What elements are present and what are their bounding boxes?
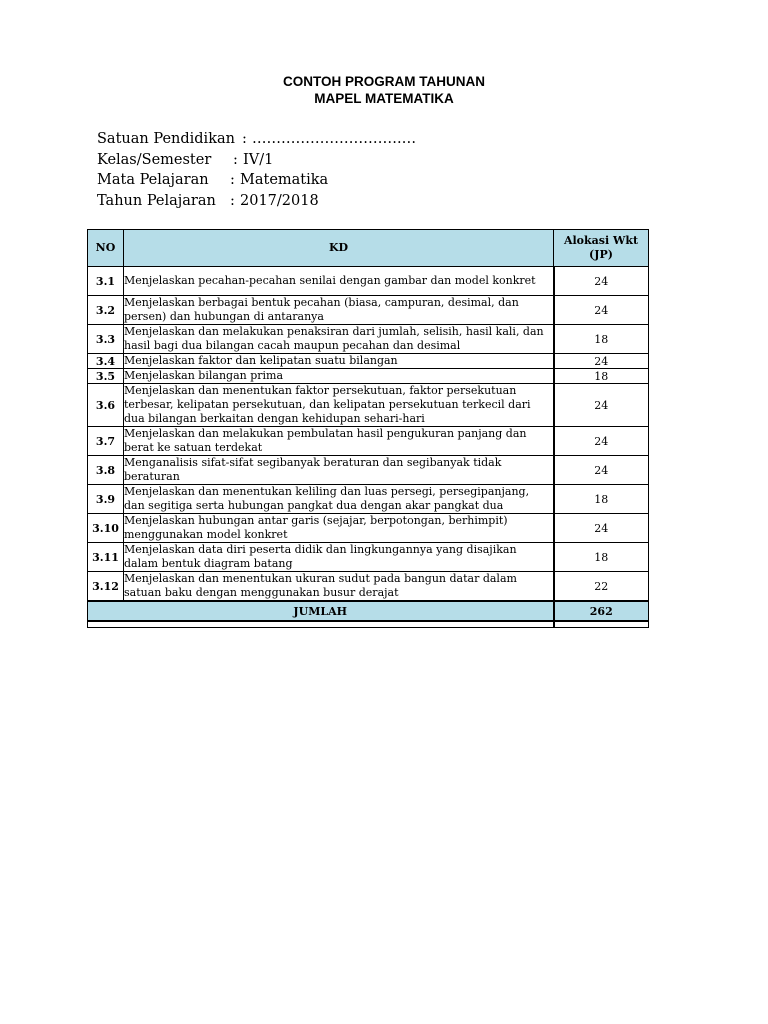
- table-row: [88, 267, 649, 296]
- row-jp: 24: [554, 296, 649, 325]
- row-no: 3.8: [88, 456, 124, 485]
- row-jp: 18: [554, 369, 649, 384]
- total-row: [88, 601, 649, 621]
- info-label: Tahun Pelajaran: [97, 192, 216, 209]
- row-no: 3.7: [88, 427, 124, 456]
- row-jp: 24: [554, 456, 649, 485]
- header-alokasi: [554, 230, 649, 267]
- table-row: [88, 572, 649, 602]
- info-colon: :: [230, 172, 235, 188]
- table-row: [88, 296, 649, 325]
- table-row: [88, 354, 649, 369]
- row-no: 3.11: [88, 543, 124, 572]
- info-value: IV/1: [243, 151, 274, 168]
- table-row: [88, 456, 649, 485]
- row-no: 3.1: [88, 267, 124, 296]
- info-label: Satuan Pendidikan: [97, 131, 235, 147]
- row-jp: 18: [554, 485, 649, 514]
- table-row: [88, 427, 649, 456]
- info-colon: :: [242, 131, 247, 147]
- row-jp: 18: [554, 325, 649, 354]
- table-row: [88, 384, 649, 427]
- program-tahunan-table: [87, 229, 649, 628]
- row-jp: 24: [554, 267, 649, 296]
- table-row: [88, 485, 649, 514]
- row-kd: Menjelaskan hubungan antar garis (sejajar, berpotongan, berhimpit) menggunakan model konkret: [124, 514, 554, 543]
- row-kd: Menjelaskan pecahan-pecahan senilai dengan gambar dan model konkret: [124, 267, 554, 296]
- total-label: JUMLAH: [88, 601, 554, 621]
- row-no: 3.10: [88, 514, 124, 543]
- row-no: 3.12: [88, 572, 124, 602]
- spacer-cell: [88, 621, 554, 628]
- row-jp: 18: [554, 543, 649, 572]
- row-no: 3.3: [88, 325, 124, 354]
- row-jp: 24: [554, 384, 649, 427]
- total-value: 262: [554, 601, 649, 621]
- info-label: Mata Pelajaran: [97, 172, 209, 188]
- row-jp: 24: [554, 514, 649, 543]
- header-alokasi-line2: (JP): [589, 248, 613, 261]
- row-no: 3.9: [88, 485, 124, 514]
- table-header-row: [88, 230, 649, 267]
- table-row: [88, 369, 649, 384]
- row-kd: Menjelaskan data diri peserta didik dan lingkungannya yang disajikan dalam bentuk diagram batang: [124, 543, 554, 572]
- row-kd: Menjelaskan dan menentukan ukuran sudut pada bangun datar dalam satuan baku dengan menggunakan busur derajat: [124, 572, 554, 602]
- spacer-cell: [554, 621, 649, 628]
- header-kd: KD: [124, 230, 554, 267]
- table-row: [88, 325, 649, 354]
- table-row: [88, 543, 649, 572]
- info-colon: :: [233, 151, 238, 168]
- row-no: 3.6: [88, 384, 124, 427]
- header-no: NO: [88, 230, 124, 267]
- info-label: Kelas/Semester: [97, 151, 212, 168]
- info-value: ………………………….…: [252, 131, 417, 147]
- row-kd: Menjelaskan dan menentukan faktor persekutuan, faktor persekutuan terbesar, kelipatan persekutuan, dan kelipatan persekutuan terkecil dari dua bilangan berkaitan dengan kehidupan sehari-hari: [124, 384, 554, 427]
- document-title-line1: CONTOH PROGRAM TAHUNAN: [283, 74, 485, 89]
- row-kd: Menjelaskan bilangan prima: [124, 369, 554, 384]
- row-kd: Menjelaskan dan melakukan pembulatan hasil pengukuran panjang dan berat ke satuan terdekat: [124, 427, 554, 456]
- info-colon: :: [230, 192, 235, 209]
- header-alokasi-line1: Alokasi Wkt: [563, 234, 639, 247]
- row-no: 3.5: [88, 369, 124, 384]
- row-jp: 24: [554, 427, 649, 456]
- row-kd: Menganalisis sifat-sifat segibanyak beraturan dan segibanyak tidak beraturan: [124, 456, 554, 485]
- info-value: 2017/2018: [240, 192, 319, 209]
- row-kd: Menjelaskan dan menentukan keliling dan luas persegi, persegipanjang, dan segitiga serta hubungan pangkat dua dengan akar pangkat dua: [124, 485, 554, 514]
- row-no: 3.2: [88, 296, 124, 325]
- row-kd: Menjelaskan faktor dan kelipatan suatu bilangan: [124, 354, 554, 369]
- row-kd: Menjelaskan berbagai bentuk pecahan (biasa, campuran, desimal, dan persen) dan hubungan di antaranya: [124, 296, 554, 325]
- info-value: Matematika: [240, 172, 329, 188]
- table-footer-spacer: [88, 621, 649, 628]
- row-jp: 22: [554, 572, 649, 602]
- table-row: [88, 514, 649, 543]
- row-jp: 24: [554, 354, 649, 369]
- document-title-line2: MAPEL MATEMATIKA: [314, 91, 454, 106]
- row-kd: Menjelaskan dan melakukan penaksiran dari jumlah, selisih, hasil kali, dan hasil bagi dua bilangan cacah maupun pecahan dan desimal: [124, 325, 554, 354]
- row-no: 3.4: [88, 354, 124, 369]
